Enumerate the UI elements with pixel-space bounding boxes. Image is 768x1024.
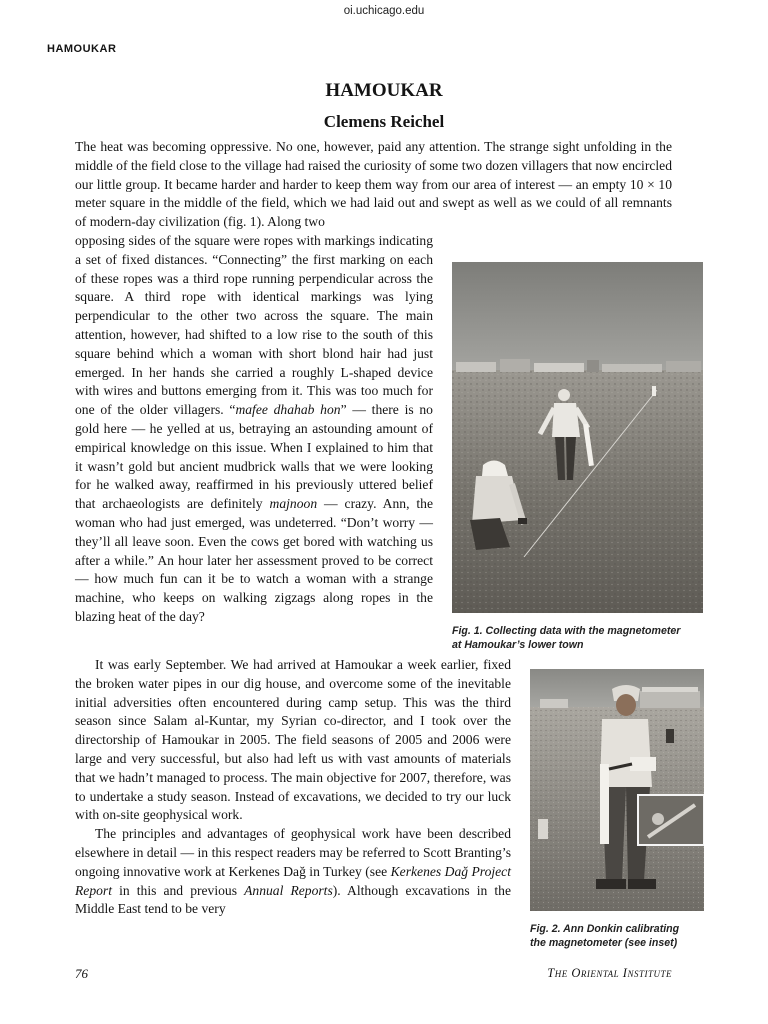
paragraph-text: opposing sides of the square were ropes with markings indicating a set of fixed distances. “Connecting” the first marking on each of these ropes was a third rope running perpendicular across the square. A third rope with identical markings was lying perpendicular to the other two across the square. The main attention, however, had shifted to a low rise to the south of this square behind which a woman with short blond hair had just emerged. In her hands she carried a roughly L-shaped device with wires and buttons emerging from it. This was too much for one of the older villagers. “	[75, 233, 433, 418]
article-author: Clemens Reichel	[323, 112, 445, 131]
publisher-footer	[547, 966, 672, 981]
quote-arabic: mafee dhahab hon	[235, 402, 341, 418]
running-head: HAMOUKAR	[47, 43, 117, 55]
paragraph-text: The principles and advantages of geophysical work have been described elsewhere in detail — in this respect readers may be referred to Scott Branting’s ongoing innovative work at Kerkenes Dağ in Turkey (see	[75, 826, 511, 879]
paragraph-intro: The heat was becoming oppressive. No one, however, paid any attention. The strange sight unfolding in the middle of the field close to the village had raised the curiosity of some two dozen villagers that now encircled our little group. It became harder and harder to keep them way from our area of interest — an empty 10 × 10 meter square in the middle of the field, which we had laid out and swept as well as we could of all remnants of modern-day civilization (fig. 1). Along two	[75, 139, 672, 230]
caption-line: Fig. 2. Ann Donkin calibrating	[530, 923, 680, 935]
source-url: oi.uchicago.edu	[343, 5, 425, 17]
article-title: HAMOUKAR	[325, 80, 443, 101]
page-number: 76	[75, 966, 88, 981]
caption-line: the magnetometer (see inset)	[530, 937, 678, 949]
paragraph-text: ” — there is no gold here — he yelled at us, betraying an astounding amount of empirical knowledge on this issue. When I explained to him that it wasn’t gold but ancient mudbrick walls that we were looking for he walked away, reaffirmed in his previously uttered belief that archaeologists are definitely	[75, 402, 433, 512]
figure-2-caption	[530, 922, 730, 950]
figure-2-photo	[530, 669, 704, 911]
paragraph-text: — crazy. Ann, the woman who had just emerged, was undeterred. “Don’t worry — they’ll all leave soon. Even the cows get bored with watching us after a while.” An hour later her assessment proved to be correct — how much fun can it be to watch a woman with a strange machine, who keeps on walking zigzags along ropes in the blazing heat of the day?	[75, 496, 433, 624]
paragraph-text: in this and previous	[112, 882, 245, 898]
figure-1-caption	[452, 624, 752, 652]
figure-1-photo	[452, 262, 703, 613]
paragraph-principles	[75, 825, 511, 919]
report-title: Kerkenes Dağ Project Report	[75, 863, 511, 898]
paragraph-september: It was early September. We had arrived at Hamoukar a week earlier, fixed the broken water pipes in our dig house, and overcome some of the inevitable initial adversities often encountered during camp setup. This was the third season since Salam al-Kuntar, my Syrian co-director, and I took over the directorship of Hamoukar in 2005. The field seasons of 2005 and 2006 were large and very successful, but also had left us with vast amounts of materials that we hadn’t managed to process. The main objective for 2007, therefore, was to undertake a study season. Instead of excavations, we decided to try our luck with on-site geophysical work.	[75, 657, 511, 823]
publisher-name: The Oriental Institute	[547, 966, 672, 980]
lower-column	[75, 656, 511, 919]
caption-line: Fig. 1. Collecting data with the magnetometer	[452, 625, 681, 637]
report-title-annual: Annual Reports	[244, 882, 333, 898]
paragraph-text: ). Although excavations in the Middle East tend to be very	[75, 882, 511, 917]
paragraph-ropes	[75, 232, 433, 627]
word-arabic: majnoon	[269, 496, 318, 512]
caption-line: at Hamoukar’s lower town	[452, 639, 584, 651]
